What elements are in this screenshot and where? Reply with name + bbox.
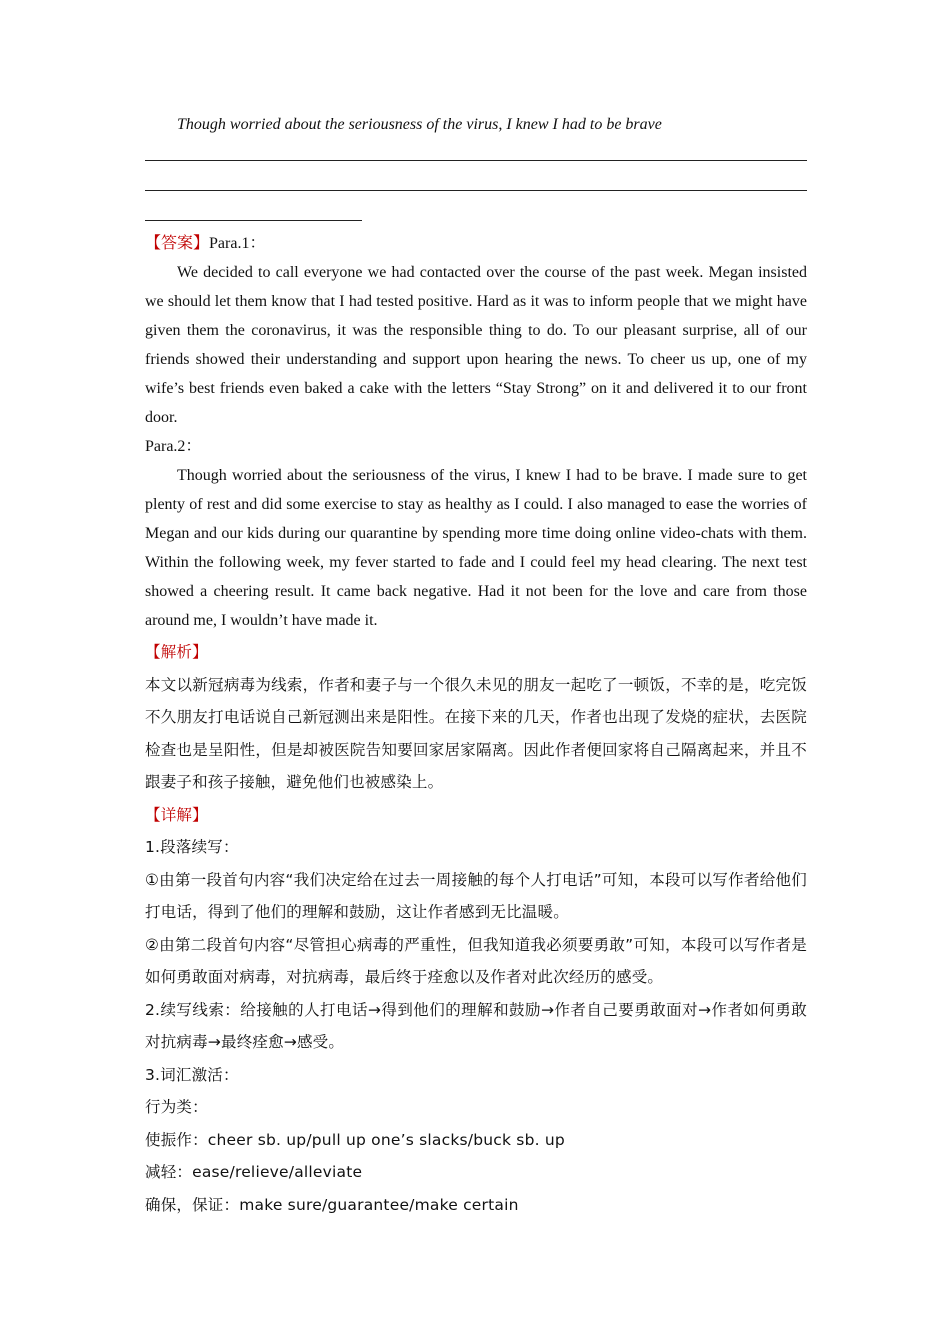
document-page <box>145 110 807 1221</box>
detail-section-3-title: 3.词汇激活： <box>145 1065 239 1084</box>
answer-header <box>145 229 807 258</box>
analysis-text: 本文以新冠病毒为线索，作者和妻子与一个很久未见的朋友一起吃了一顿饭，不幸的是，吃完饭不久朋友打电话说自己新冠测出来是阳性。在接下来的几天，作者也出现了发烧的症状，去医院检查也是呈阳性，但是却被医院告知要回家居家隔离。因此作者便回家将自己隔离起来，并且不跟妻子和孩子接触，避免他们也被感染上。 <box>145 675 807 791</box>
prompt-sentence: Though worried about the seriousness of the virus, I knew I had to be brave <box>177 116 662 133</box>
answer-blank-line-3 <box>145 220 362 221</box>
vocab-item: 确保，保证：make sure/guarantee/make certain <box>145 1195 519 1214</box>
answer-tag: 【答案】 <box>145 235 210 252</box>
para2-label: Para.2： <box>145 438 202 455</box>
para1-label: Para.1： <box>209 235 266 252</box>
detail-point-2: ②由第二段首句内容“尽管担心病毒的严重性，但我知道我必须要勇敢”可知，本段可以写作者是如何勇敢面对病毒，对抗病毒，最后终于痊愈以及作者对此次经历的感受。 <box>145 935 807 986</box>
detail-tag: 【详解】 <box>145 805 208 824</box>
answer-paragraph-1: We decided to call everyone we had contacted over the course of the past week. Megan insisted we should let them know that I had tested positive. Hard as it was to inform people that we might have given them the coronavirus, it was the responsible thing to do. To our pleasant surprise, all of our friends showed their understanding and support upon hearing the news. To cheer us up, one of my wife’s best friends even baked a cake with the letters “Stay Strong” on it and delivered it to our front door. <box>145 264 807 426</box>
answer-blank-line-1 <box>145 160 807 161</box>
answer-blank-line-2 <box>145 190 807 191</box>
answer-paragraph-2: Though worried about the seriousness of the virus, I knew I had to be brave. I made sure to get plenty of rest and did some exercise to stay as healthy as I could. I also managed to ease the worries of Megan and our kids during our quarantine by spending more time doing online video-chats with them. Within the following week, my fever started to fade and I could feel my head clearing. The next test showed a cheering result. It came back negative. Had it not been for the love and care from those around me, I wouldn’t have made it. <box>145 467 807 629</box>
vocab-category: 行为类： <box>145 1098 208 1116</box>
detail-section-2: 2.续写线索：给接触的人打电话→得到他们的理解和鼓励→作者自己要勇敢面对→作者如何勇敢对抗病毒→最终痊愈→感受。 <box>145 1000 807 1051</box>
vocab-item: 使振作：cheer sb. up/pull up one’s slacks/buck sb. up <box>145 1130 565 1149</box>
analysis-tag: 【解析】 <box>145 643 208 661</box>
vocab-item: 减轻：ease/relieve/alleviate <box>145 1163 363 1181</box>
detail-section-1-title: 1.段落续写： <box>145 838 239 856</box>
detail-point-1: ①由第一段首句内容“我们决定给在过去一周接触的每个人打电话”可知，本段可以写作者给他们打电话，得到了他们的理解和鼓励，这让作者感到无比温暖。 <box>145 870 807 921</box>
